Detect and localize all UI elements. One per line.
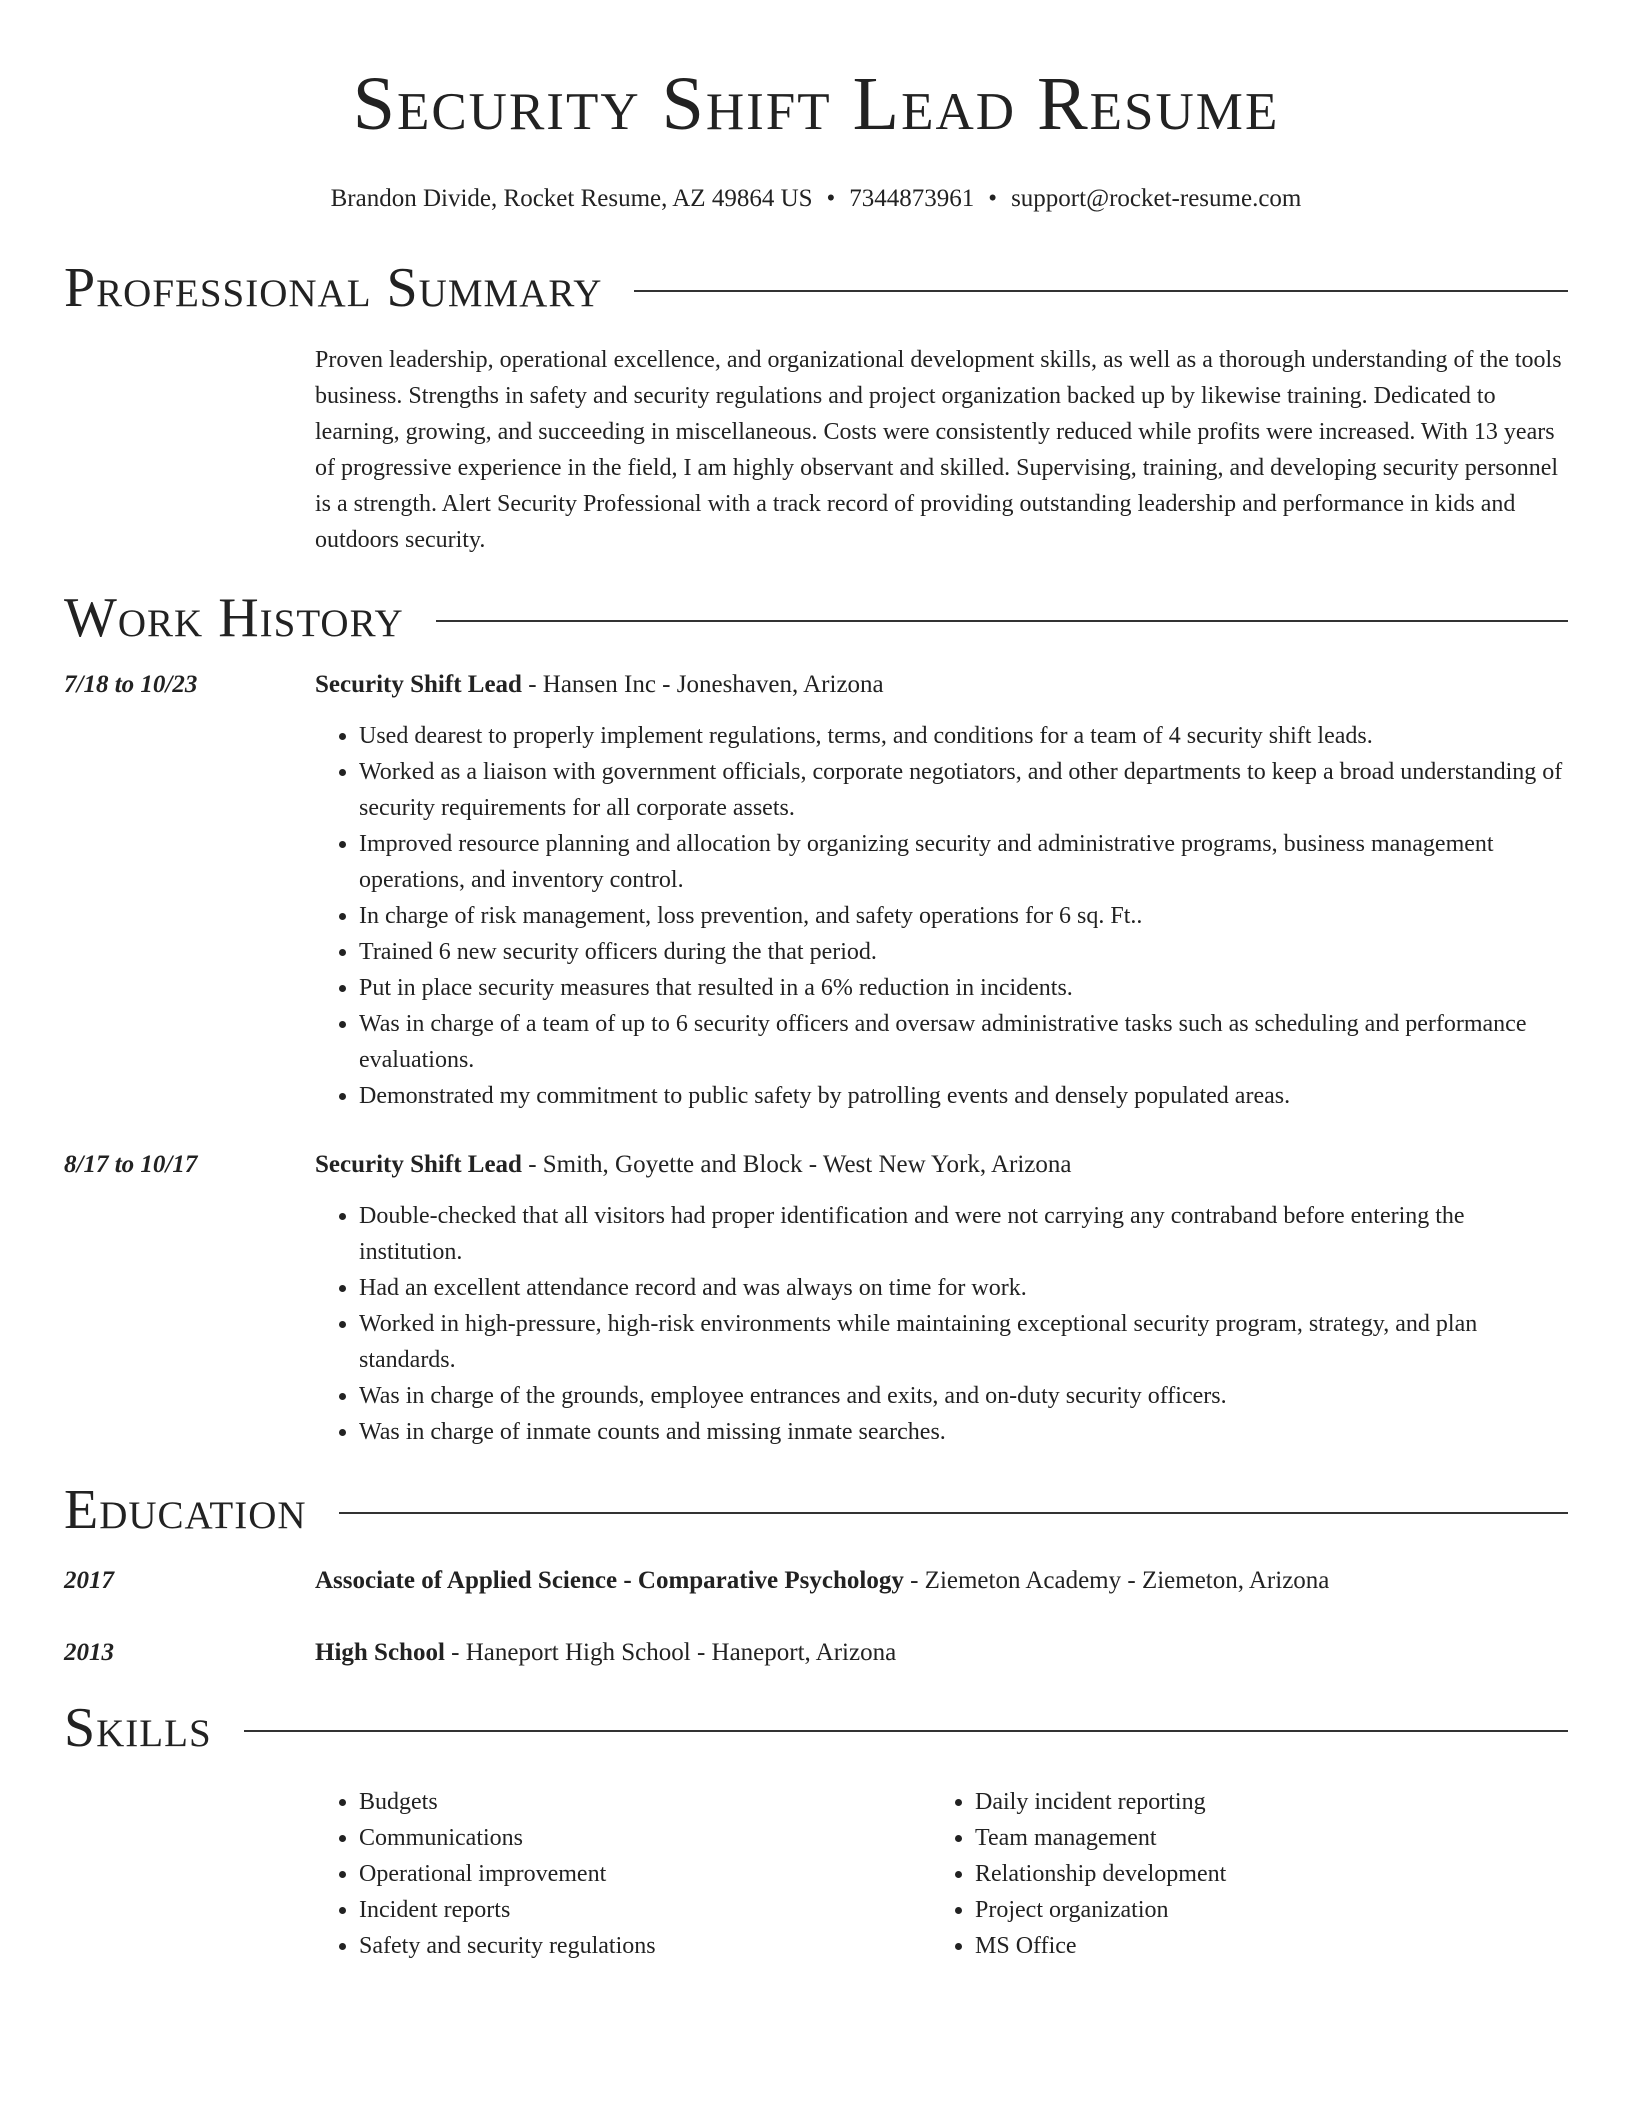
job-title: Security Shift Lead xyxy=(315,1151,522,1178)
summary-left-spacer xyxy=(64,342,315,558)
job-dates: 8/17 to 10/17 xyxy=(64,1151,198,1178)
list-item: • Was in charge of the grounds, employee entrances and exits, and on-duty security officers. xyxy=(359,1378,1568,1414)
skill-item: • Daily incident reporting xyxy=(975,1784,1547,1820)
list-item: • Had an excellent attendance record and was always on time for work. xyxy=(359,1270,1568,1306)
section-divider xyxy=(244,1730,1568,1732)
resume-title: Security Shift Lead Resume xyxy=(352,62,1280,146)
list-item: • Worked in high-pressure, high-risk environments while maintaining exceptional security program, strategy, and plan standards. xyxy=(359,1306,1568,1378)
contact-address: Brandon Divide, Rocket Resume, AZ 49864 US xyxy=(330,185,813,212)
skills-heading: Skills xyxy=(64,1697,212,1759)
education-school: - Haneport High School - Haneport, Arizona xyxy=(444,1639,897,1666)
contact-email: support@rocket-resume.com xyxy=(1011,185,1302,212)
skill-item: • Operational improvement xyxy=(359,1856,931,1892)
education-heading: Education xyxy=(64,1479,307,1541)
summary-heading: Professional Summary xyxy=(64,257,603,319)
list-item: • Worked as a liaison with government officials, corporate negotiators, and other departments to keep a broad understanding of security requirements for all corporate assets. xyxy=(359,754,1568,826)
job-body xyxy=(315,670,1568,1114)
job-title-line xyxy=(315,1150,1568,1180)
skill-item: • Communications xyxy=(359,1820,931,1856)
education-degree: Associate of Applied Science - Comparative Psychology xyxy=(315,1567,904,1594)
education-year: 2017 xyxy=(64,1567,114,1594)
section-divider xyxy=(436,620,1568,622)
job-title: Security Shift Lead xyxy=(315,671,522,698)
skill-item: • Project organization xyxy=(975,1892,1547,1928)
skill-item: • Safety and security regulations xyxy=(359,1928,931,1964)
list-item: • Was in charge of a team of up to 6 security officers and oversaw administrative tasks such as scheduling and performance evaluations. xyxy=(359,1006,1568,1078)
skill-item: • Incident reports xyxy=(359,1892,931,1928)
education-entry xyxy=(64,1638,1568,1668)
job-title-line xyxy=(315,670,1568,700)
skill-item: • Relationship development xyxy=(975,1856,1547,1892)
section-divider xyxy=(339,1512,1568,1514)
job-entry xyxy=(64,1150,1568,1450)
skills-left-spacer xyxy=(64,1784,315,1964)
contact-phone: 7344873961 xyxy=(849,185,975,212)
education-entry xyxy=(64,1566,1568,1596)
skills-column xyxy=(931,1784,1547,1964)
list-item: • Put in place security measures that resulted in a 6% reduction in incidents. xyxy=(359,970,1568,1006)
summary-row xyxy=(64,342,1568,558)
job-employer: - Smith, Goyette and Block - West New York, Arizona xyxy=(521,1151,1072,1178)
skills-section-header xyxy=(64,1698,1568,1758)
skills-column xyxy=(315,1784,931,1964)
contact-separator: • xyxy=(988,185,998,212)
list-item: • Demonstrated my commitment to public safety by patrolling events and densely populated areas. xyxy=(359,1078,1568,1114)
summary-section-header xyxy=(64,258,1568,318)
list-item: • In charge of risk management, loss prevention, and safety operations for 6 sq. Ft.. xyxy=(359,898,1568,934)
list-item: • Trained 6 new security officers during the that period. xyxy=(359,934,1568,970)
education-degree: High School xyxy=(315,1639,445,1666)
education-year: 2013 xyxy=(64,1639,114,1666)
skills-row xyxy=(64,1784,1568,1964)
education-line xyxy=(315,1566,1568,1596)
education-line xyxy=(315,1638,1568,1668)
work-section-header xyxy=(64,588,1568,648)
education-section-header xyxy=(64,1480,1568,1540)
summary-text: Proven leadership, operational excellence, and organizational development skills, as well as a thorough understanding of the tools business. Strengths in safety and security regulations and project organization backed up by likewise training. Dedicated to learning, growing, and succeeding in miscellaneous. Costs were consistently reduced while profits were increased. With 13 years of progressive experience in the field, I am highly observant and skilled. Supervising, training, and developing security personnel is a strength. Alert Security Professional with a track record of providing outstanding leadership and performance in kids and outdoors security. xyxy=(315,347,1562,553)
job-bullet-list xyxy=(315,1198,1568,1450)
work-heading: Work History xyxy=(64,587,404,649)
list-item: • Double-checked that all visitors had proper identification and were not carrying any contraband before entering the institution. xyxy=(359,1198,1568,1270)
job-entry xyxy=(64,670,1568,1114)
education-school: - Ziemeton Academy - Ziemeton, Arizona xyxy=(903,1567,1330,1594)
job-body xyxy=(315,1150,1568,1450)
skill-item: • Budgets xyxy=(359,1784,931,1820)
job-bullet-list xyxy=(315,718,1568,1114)
skill-item: • Team management xyxy=(975,1820,1547,1856)
list-item: • Was in charge of inmate counts and missing inmate searches. xyxy=(359,1414,1568,1450)
skills-grid xyxy=(315,1784,1568,1964)
job-employer: - Hansen Inc - Joneshaven, Arizona xyxy=(521,671,884,698)
job-dates: 7/18 to 10/23 xyxy=(64,671,198,698)
list-item: • Used dearest to properly implement regulations, terms, and conditions for a team of 4 security shift leads. xyxy=(359,718,1568,754)
contact-line xyxy=(64,184,1568,214)
section-divider xyxy=(634,290,1568,292)
list-item: • Improved resource planning and allocation by organizing security and administrative programs, business management operations, and inventory control. xyxy=(359,826,1568,898)
skill-item: • MS Office xyxy=(975,1928,1547,1964)
contact-separator: • xyxy=(826,185,836,212)
